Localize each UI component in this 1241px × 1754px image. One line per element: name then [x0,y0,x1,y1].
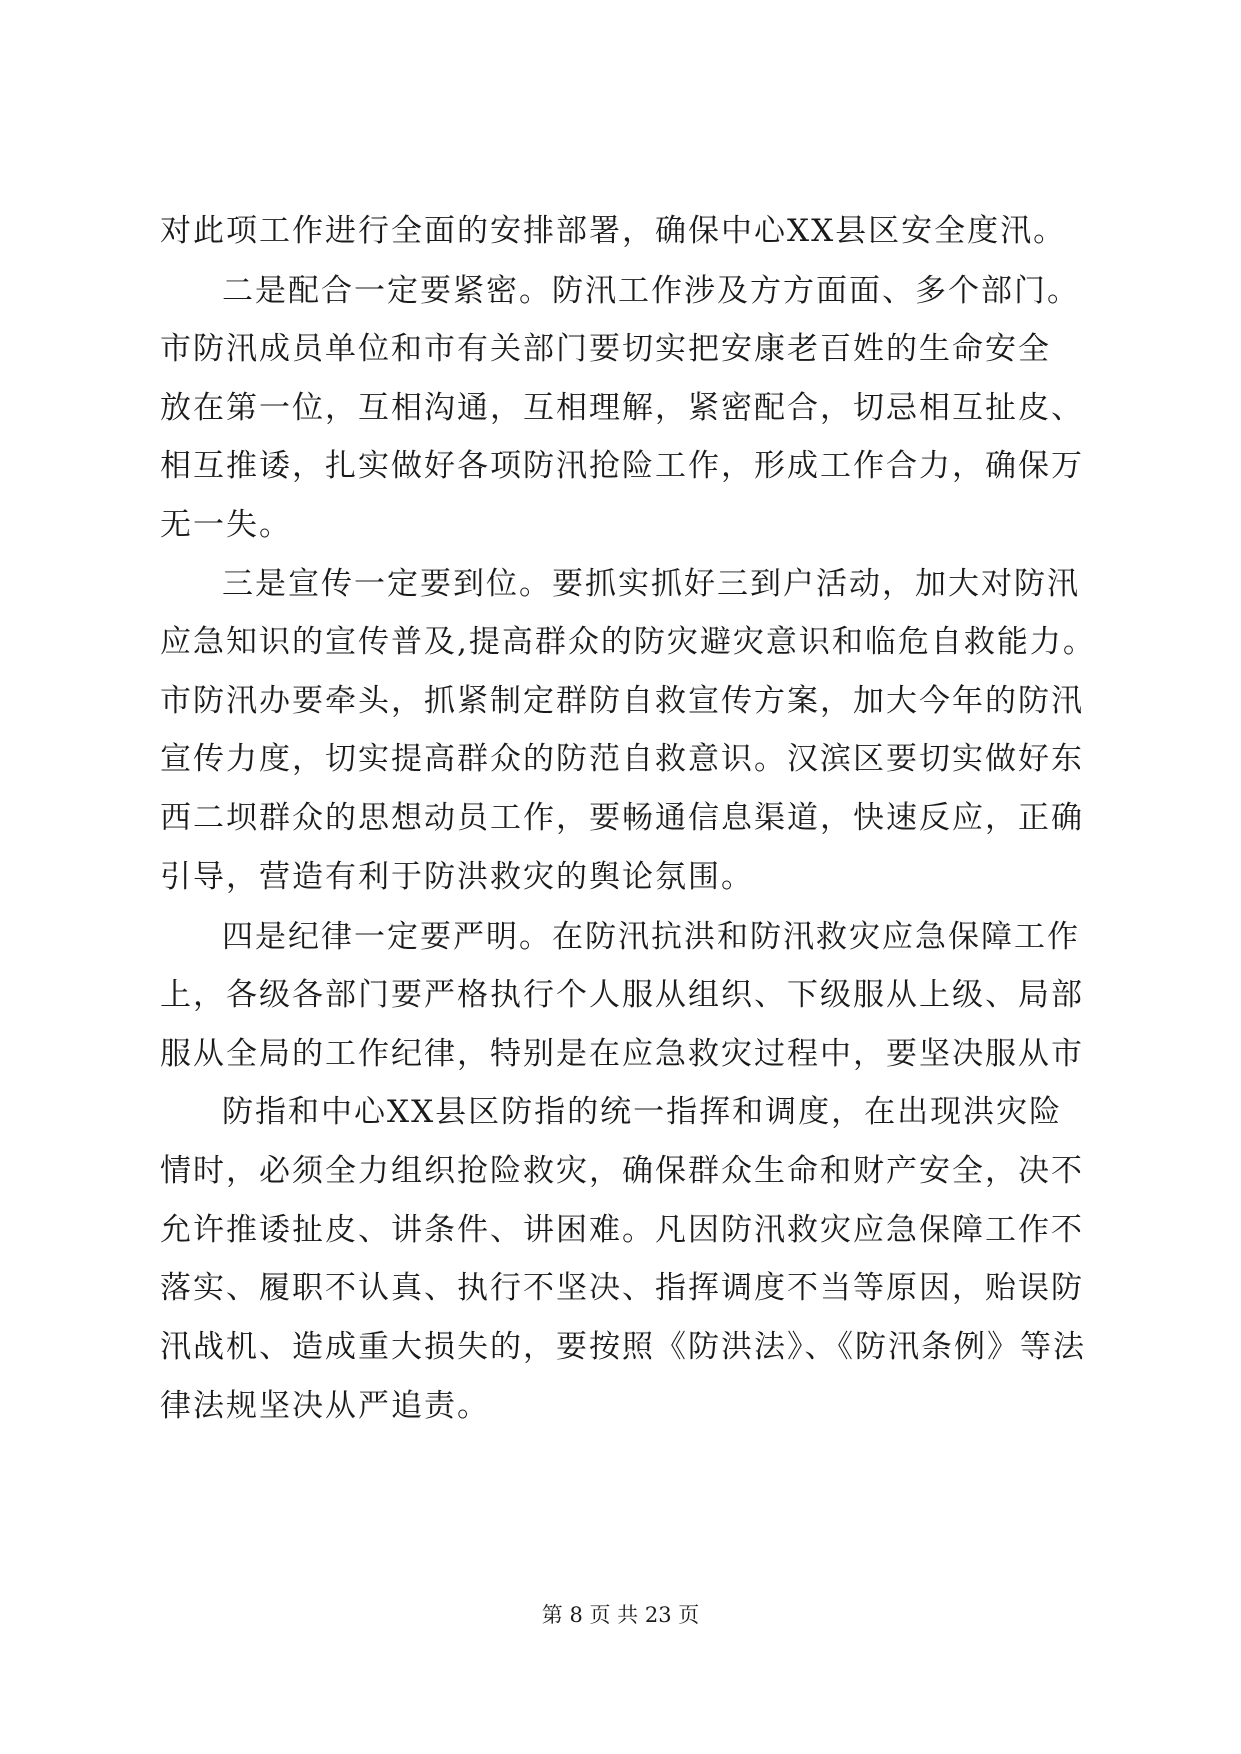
paragraph-start-line: 三是宣传一定要到位。要抓实抓好三到户活动，加大对防汛 [222,566,1080,602]
text-line: 服从全局的工作纪律，特别是在应急救灾过程中，要坚决服从市 [160,1036,1084,1072]
text-line: 上，各级各部门要严格执行个人服从组织、下级服从上级、局部 [160,977,1084,1013]
text-line: 允许推诿扯皮、讲条件、讲困难。凡因防汛救灾应急保障工作不 [160,1212,1084,1248]
text-line: 市防汛办要牵头，抓紧制定群防自救宣传方案，加大今年的防汛 [160,683,1084,719]
page-number-footer: 第 8 页 共 23 页 [541,1603,700,1627]
text-line: 市防汛成员单位和市有关部门要切实把安康老百姓的生命安全 [160,331,1051,367]
text-line: 宣传力度，切实提高群众的防范自救意识。汉滨区要切实做好东 [160,741,1084,777]
paragraph-start-line: 防指和中心XX县区防指的统一指挥和调度，在出现洪灾险 [222,1094,1063,1130]
paragraph-start-line: 四是纪律一定要严明。在防汛抗洪和防汛救灾应急保障工作 [222,919,1080,955]
text-line: 律法规坚决从严追责。 [160,1388,490,1424]
text-line: 相互推诿，扎实做好各项防汛抢险工作，形成工作合力，确保万 [160,448,1084,484]
text-line: 放在第一位，互相沟通，互相理解，紧密配合，切忌相互扯皮、 [160,390,1084,426]
text-line: 引导，营造有利于防洪救灾的舆论氛围。 [160,859,754,895]
paragraph-start-line: 二是配合一定要紧密。防汛工作涉及方方面面、多个部门。 [222,273,1080,309]
text-line: 对此项工作进行全面的安排部署，确保中心XX县区安全度汛。 [160,213,1067,249]
text-line: 情时，必须全力组织抢险救灾，确保群众生命和财产安全，决不 [160,1153,1084,1189]
text-line: 应急知识的宣传普及,提高群众的防灾避灾意识和临危自救能力。 [160,624,1096,660]
text-line: 落实、履职不认真、执行不坚决、指挥调度不当等原因，贻误防 [160,1270,1084,1306]
text-line: 无一失。 [160,507,292,543]
text-line: 西二坝群众的思想动员工作，要畅通信息渠道，快速反应，正确 [160,800,1084,836]
text-line: 汛战机、造成重大损失的，要按照《防洪法》、《防汛条例》等法 [160,1329,1086,1365]
